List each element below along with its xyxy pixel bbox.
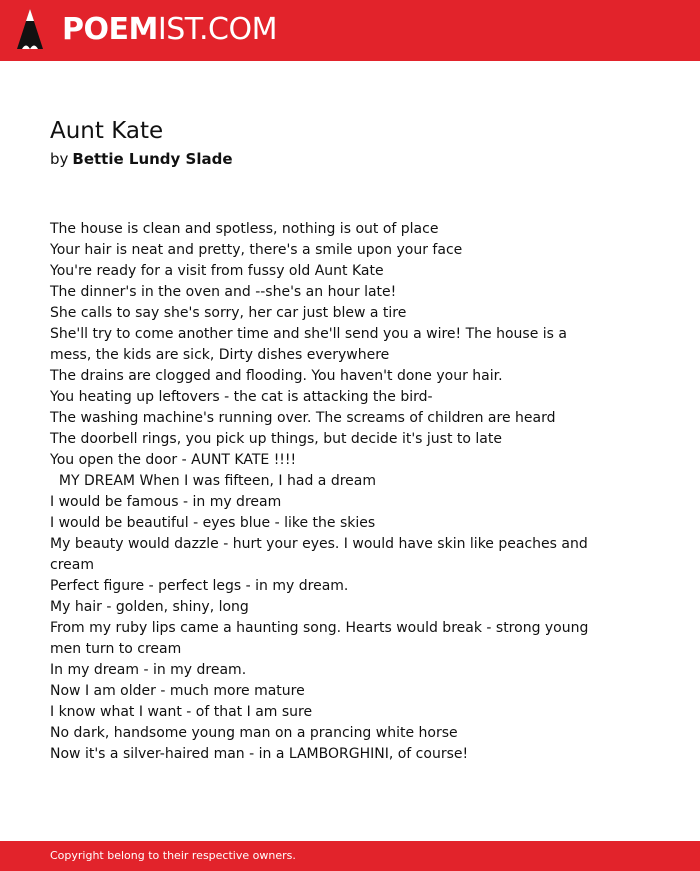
site-header — [0, 0, 700, 61]
poem-line: Perfect figure - perfect legs - in my dream. — [50, 578, 349, 594]
poem-line: men turn to cream — [50, 641, 182, 657]
pencil-tip-icon — [16, 8, 44, 52]
poem-body — [50, 219, 590, 765]
poem-line: Now it's a silver-haired man - in a LAMBORGHINI, of course! — [50, 746, 469, 762]
logo-brand-bold: POEM — [62, 12, 158, 47]
copyright-notice: Copyright belong to their respective owners. — [50, 849, 296, 862]
poem-line: mess, the kids are sick, Dirty dishes everywhere — [50, 347, 390, 363]
poem-line: I know what I want - of that I am sure — [50, 704, 313, 720]
by-label: by — [50, 150, 69, 168]
poem-line: The house is clean and spotless, nothing is out of place — [50, 221, 439, 237]
poem-line: My beauty would dazzle - hurt your eyes. I would have skin like peaches and — [50, 536, 588, 552]
poem-line: Now I am older - much more mature — [50, 683, 305, 699]
byline — [50, 148, 233, 170]
poem-line: She'll try to come another time and she'll send you a wire! The house is a — [50, 326, 567, 342]
poem-line: The dinner's in the oven and --she's an hour late! — [50, 284, 397, 300]
poem-line: I would be beautiful - eyes blue - like the skies — [50, 515, 376, 531]
poem-line: cream — [50, 557, 94, 573]
poem-line: From my ruby lips came a haunting song. Hearts would break - strong young — [50, 620, 589, 636]
poem-line: You're ready for a visit from fussy old Aunt Kate — [50, 263, 384, 279]
poem-title: Aunt Kate — [50, 118, 164, 144]
poem-line: In my dream - in my dream. — [50, 662, 247, 678]
poem-line: The washing machine's running over. The screams of children are heard — [50, 410, 556, 426]
author-name: Bettie Lundy Slade — [72, 150, 233, 168]
site-logo[interactable] — [62, 10, 277, 50]
poem-line: I would be famous - in my dream — [50, 494, 282, 510]
poem-line: You heating up leftovers - the cat is attacking the bird- — [50, 389, 433, 405]
poem-line: MY DREAM When I was fifteen, I had a dream — [50, 473, 376, 489]
poem-line: The doorbell rings, you pick up things, but decide it's just to late — [50, 431, 502, 447]
poem-line: She calls to say she's sorry, her car just blew a tire — [50, 305, 407, 321]
poem-line: You open the door - AUNT KATE !!!! — [50, 452, 297, 468]
poem-line: My hair - golden, shiny, long — [50, 599, 249, 615]
site-footer — [0, 841, 700, 871]
logo-brand-light: IST.COM — [157, 12, 277, 47]
poem-line: No dark, handsome young man on a prancing white horse — [50, 725, 458, 741]
poem-line: Your hair is neat and pretty, there's a smile upon your face — [50, 242, 463, 258]
poem-line: The drains are clogged and flooding. You haven't done your hair. — [50, 368, 503, 384]
